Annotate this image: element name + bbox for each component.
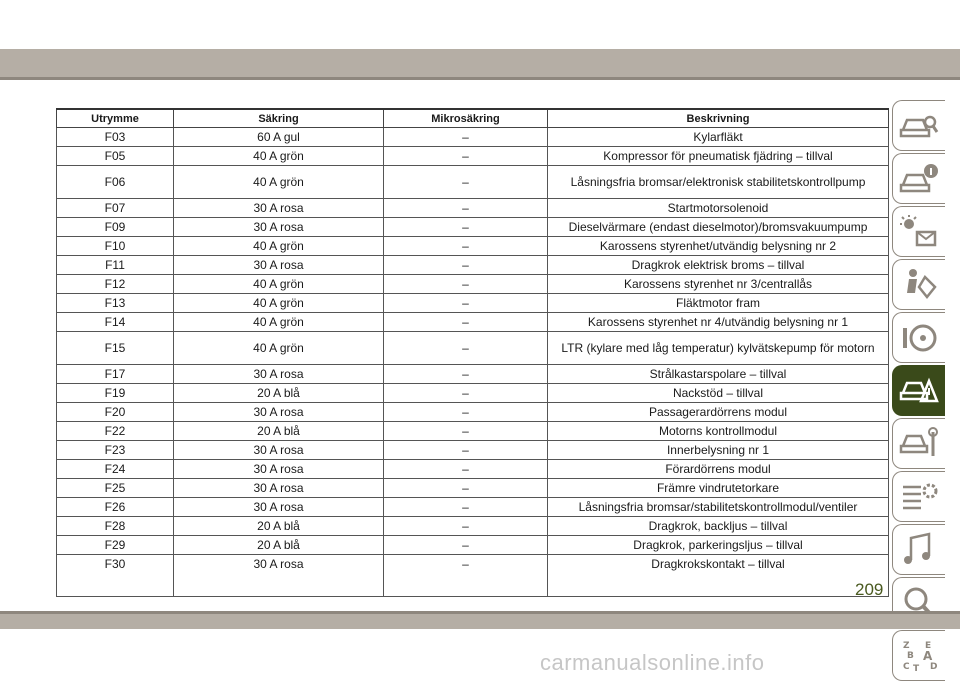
cell-mikrosakring: – bbox=[384, 237, 548, 256]
svg-text:C: C bbox=[903, 661, 910, 672]
tab-alphabet-index[interactable] bbox=[892, 630, 945, 681]
table-row bbox=[57, 313, 889, 332]
cell-beskrivning: Karossens styrenhet nr 3/centrallås bbox=[548, 275, 889, 294]
cell-sakring: 30 A rosa bbox=[174, 498, 384, 517]
cell-mikrosakring: – bbox=[384, 479, 548, 498]
cell-utrymme: F20 bbox=[57, 403, 174, 422]
car-wrench-icon bbox=[899, 426, 939, 462]
cell-beskrivning: Strålkastarspolare – tillval bbox=[548, 365, 889, 384]
cell-beskrivning: Dragkrok, backljus – tillval bbox=[548, 517, 889, 536]
cell-sakring: 40 A grön bbox=[174, 275, 384, 294]
tab-specifications[interactable] bbox=[892, 471, 945, 522]
table-row bbox=[57, 498, 889, 517]
cell-sakring: 40 A grön bbox=[174, 166, 384, 199]
cell-sakring: 30 A rosa bbox=[174, 199, 384, 218]
cell-beskrivning: Innerbelysning nr 1 bbox=[548, 441, 889, 460]
cell-sakring: 20 A blå bbox=[174, 517, 384, 536]
seat-airbag-icon bbox=[899, 267, 939, 303]
table-row bbox=[57, 218, 889, 237]
table-row bbox=[57, 479, 889, 498]
svg-text:Z: Z bbox=[903, 640, 910, 651]
table-row bbox=[57, 460, 889, 479]
table-row bbox=[57, 237, 889, 256]
cell-utrymme: F17 bbox=[57, 365, 174, 384]
cell-mikrosakring: – bbox=[384, 460, 548, 479]
table-row bbox=[57, 256, 889, 275]
cell-utrymme: F29 bbox=[57, 536, 174, 555]
cell-beskrivning: Karossens styrenhet nr 4/utvändig belysning nr 1 bbox=[548, 313, 889, 332]
cell-utrymme: F05 bbox=[57, 147, 174, 166]
cell-mikrosakring: – bbox=[384, 536, 548, 555]
cell-sakring: 40 A grön bbox=[174, 313, 384, 332]
cell-sakring: 40 A grön bbox=[174, 237, 384, 256]
table-row bbox=[57, 147, 889, 166]
cell-sakring: 20 A blå bbox=[174, 422, 384, 441]
cell-mikrosakring: – bbox=[384, 218, 548, 237]
tab-info[interactable] bbox=[892, 153, 945, 204]
cell-sakring: 40 A grön bbox=[174, 147, 384, 166]
cell-utrymme: F09 bbox=[57, 218, 174, 237]
cell-beskrivning: Främre vindrutetorkare bbox=[548, 479, 889, 498]
cell-sakring: 30 A rosa bbox=[174, 218, 384, 237]
cell-mikrosakring: – bbox=[384, 294, 548, 313]
cell-utrymme: F11 bbox=[57, 256, 174, 275]
header-mikrosakring: Mikrosäkring bbox=[384, 109, 548, 128]
cell-beskrivning: Dragkrokskontakt – tillval bbox=[548, 555, 889, 597]
cell-utrymme: F19 bbox=[57, 384, 174, 403]
header-beskrivning: Beskrivning bbox=[548, 109, 889, 128]
watermark: carmanualsonline.info bbox=[540, 650, 765, 675]
cell-beskrivning: LTR (kylare med låg temperatur) kylvätskepump för motorn bbox=[548, 332, 889, 365]
top-band-line bbox=[0, 77, 960, 80]
cell-mikrosakring: – bbox=[384, 313, 548, 332]
cell-mikrosakring: – bbox=[384, 275, 548, 294]
bottom-band-line bbox=[0, 611, 960, 614]
cell-mikrosakring: – bbox=[384, 498, 548, 517]
specifications-gear-icon bbox=[899, 479, 939, 515]
table-row bbox=[57, 275, 889, 294]
cell-sakring: 30 A rosa bbox=[174, 365, 384, 384]
warning-lights-message-icon bbox=[899, 214, 939, 250]
cell-utrymme: F25 bbox=[57, 479, 174, 498]
table-row bbox=[57, 555, 889, 597]
cell-beskrivning: Kompressor för pneumatisk fjädring – tillval bbox=[548, 147, 889, 166]
cell-mikrosakring: – bbox=[384, 403, 548, 422]
cell-utrymme: F12 bbox=[57, 275, 174, 294]
header-utrymme: Utrymme bbox=[57, 109, 174, 128]
cell-sakring: 30 A rosa bbox=[174, 460, 384, 479]
cell-beskrivning: Dieselvärmare (endast dieselmotor)/bromsvakuumpump bbox=[548, 218, 889, 237]
cell-beskrivning: Låsningsfria bromsar/elektronisk stabilitetskontrollpump bbox=[548, 166, 889, 199]
car-hazard-icon bbox=[899, 373, 939, 409]
cell-utrymme: F07 bbox=[57, 199, 174, 218]
table-row bbox=[57, 403, 889, 422]
cell-mikrosakring: – bbox=[384, 441, 548, 460]
top-band bbox=[0, 49, 960, 77]
car-magnifier-icon bbox=[899, 108, 939, 144]
cell-mikrosakring: – bbox=[384, 422, 548, 441]
tab-getting-to-know[interactable] bbox=[892, 100, 945, 151]
cell-sakring: 20 A blå bbox=[174, 536, 384, 555]
table-row bbox=[57, 422, 889, 441]
cell-beskrivning: Nackstöd – tillval bbox=[548, 384, 889, 403]
table-row bbox=[57, 517, 889, 536]
cell-mikrosakring: – bbox=[384, 147, 548, 166]
svg-text:E: E bbox=[925, 640, 932, 651]
table-header-row bbox=[57, 109, 889, 128]
cell-beskrivning: Startmotorsolenoid bbox=[548, 199, 889, 218]
table-row bbox=[57, 365, 889, 384]
cell-beskrivning: Fläktmotor fram bbox=[548, 294, 889, 313]
cell-utrymme: F06 bbox=[57, 166, 174, 199]
cell-sakring: 60 A gul bbox=[174, 128, 384, 147]
cell-utrymme: F10 bbox=[57, 237, 174, 256]
cell-sakring: 30 A rosa bbox=[174, 403, 384, 422]
tab-warning-lights[interactable] bbox=[892, 206, 945, 257]
fuse-table bbox=[56, 108, 889, 597]
table-row bbox=[57, 536, 889, 555]
cell-utrymme: F30 bbox=[57, 555, 174, 597]
table-row bbox=[57, 294, 889, 313]
cell-mikrosakring: – bbox=[384, 555, 548, 597]
svg-text:B: B bbox=[907, 650, 914, 661]
tab-multimedia[interactable] bbox=[892, 524, 945, 575]
cell-utrymme: F03 bbox=[57, 128, 174, 147]
steering-wheel-icon bbox=[899, 320, 939, 356]
header-sakring: Säkring bbox=[174, 109, 384, 128]
cell-beskrivning: Dragkrok, parkeringsljus – tillval bbox=[548, 536, 889, 555]
cell-sakring: 30 A rosa bbox=[174, 479, 384, 498]
table-row bbox=[57, 332, 889, 365]
cell-mikrosakring: – bbox=[384, 517, 548, 536]
cell-utrymme: F28 bbox=[57, 517, 174, 536]
tab-safety[interactable] bbox=[892, 259, 945, 310]
cell-utrymme: F14 bbox=[57, 313, 174, 332]
cell-sakring: 30 A rosa bbox=[174, 256, 384, 275]
cell-utrymme: F26 bbox=[57, 498, 174, 517]
cell-beskrivning: Motorns kontrollmodul bbox=[548, 422, 889, 441]
table-row bbox=[57, 128, 889, 147]
cell-sakring: 40 A grön bbox=[174, 332, 384, 365]
multimedia-icon bbox=[899, 532, 939, 568]
cell-utrymme: F22 bbox=[57, 422, 174, 441]
tab-starting-driving[interactable] bbox=[892, 312, 945, 363]
cell-mikrosakring: – bbox=[384, 166, 548, 199]
cell-sakring: 30 A rosa bbox=[174, 441, 384, 460]
svg-text:A: A bbox=[923, 648, 933, 663]
cell-mikrosakring: – bbox=[384, 332, 548, 365]
cell-mikrosakring: – bbox=[384, 128, 548, 147]
tab-in-case-of-emergency[interactable] bbox=[892, 365, 945, 416]
cell-utrymme: F15 bbox=[57, 332, 174, 365]
cell-utrymme: F13 bbox=[57, 294, 174, 313]
cell-beskrivning: Passagerardörrens modul bbox=[548, 403, 889, 422]
svg-text:D: D bbox=[930, 661, 938, 672]
cell-beskrivning: Karossens styrenhet/utvändig belysning nr 2 bbox=[548, 237, 889, 256]
tab-servicing[interactable] bbox=[892, 418, 945, 469]
cell-mikrosakring: – bbox=[384, 199, 548, 218]
cell-sakring: 40 A grön bbox=[174, 294, 384, 313]
svg-text:T: T bbox=[913, 663, 920, 674]
cell-mikrosakring: – bbox=[384, 365, 548, 384]
cell-utrymme: F24 bbox=[57, 460, 174, 479]
cell-beskrivning: Kylarfläkt bbox=[548, 128, 889, 147]
cell-beskrivning: Dragkrok elektrisk broms – tillval bbox=[548, 256, 889, 275]
table-row bbox=[57, 166, 889, 199]
cell-mikrosakring: – bbox=[384, 256, 548, 275]
table-row bbox=[57, 384, 889, 403]
cell-beskrivning: Förardörrens modul bbox=[548, 460, 889, 479]
table-row bbox=[57, 199, 889, 218]
cell-beskrivning: Låsningsfria bromsar/stabilitetskontrollmodul/ventiler bbox=[548, 498, 889, 517]
cell-utrymme: F23 bbox=[57, 441, 174, 460]
alphabet-index-icon bbox=[899, 638, 939, 674]
cell-sakring: 30 A rosa bbox=[174, 555, 384, 597]
cell-mikrosakring: – bbox=[384, 384, 548, 403]
cell-sakring: 20 A blå bbox=[174, 384, 384, 403]
table-row bbox=[57, 441, 889, 460]
page-number: 209 bbox=[855, 580, 884, 599]
car-info-icon bbox=[899, 161, 939, 197]
